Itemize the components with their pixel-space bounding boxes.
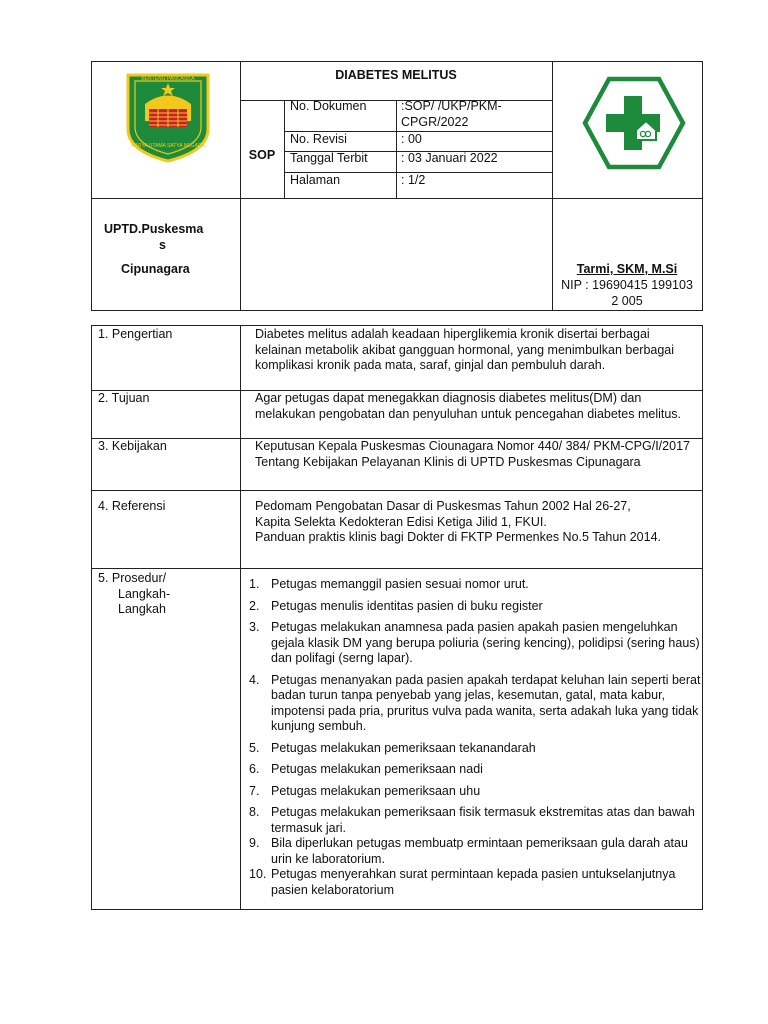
section-tujuan-text: Agar petugas dapat menegakkan diagnosis diabetes melitus(DM) dan melakukan pengobatan dan penyuluhan untuk pencegahan diabetes melitus. — [255, 391, 682, 421]
procedure-step-number: 8. — [249, 805, 260, 819]
district-logo — [123, 71, 213, 163]
procedure-step-number: 1. — [249, 577, 260, 591]
doc-number-label: No. Dokumen — [290, 99, 367, 113]
org-name-line1: UPTD.Puskesma — [104, 222, 204, 236]
section-referensi-text — [255, 499, 695, 546]
procedure-step-number: 7. — [249, 783, 260, 798]
kebijakan-decree: Keputusan Kepala Puskesmas Ciounagara Nomor 440/ 384/ PKM-CPG/I/2017 — [255, 439, 690, 453]
procedure-step — [249, 784, 701, 800]
procedure-step-number: 6. — [249, 762, 260, 776]
document-title: DIABETES MELITUS — [335, 68, 457, 82]
sop-header — [91, 61, 703, 311]
procedure-step-text: Petugas melakukan pemeriksaan tekanandarah — [271, 740, 536, 755]
procedure-step — [249, 867, 701, 898]
section-kebijakan-text — [255, 439, 695, 470]
referensi-item: Panduan praktis klinis bagi Dokter di FKTP Permenkes No.5 Tahun 2014. — [255, 530, 662, 544]
procedure-step — [249, 805, 701, 836]
referensi-item: Pedomam Pengobatan Dasar di Puskesmas Tahun 2002 Hal 26-27, — [255, 499, 631, 513]
procedure-step-text: Bila diperlukan petugas membuatp ermintaan pemeriksaan gula darah atau urin ke laboratorium. — [271, 836, 688, 866]
org-name-line3: Cipunagara — [121, 262, 190, 276]
page-value: : 1/2 — [401, 173, 426, 187]
sop-content-table — [91, 325, 703, 910]
prosedur-label-line1: 5. Prosedur/ — [98, 571, 167, 585]
procedure-step-number: 10. — [249, 867, 267, 881]
procedure-step — [249, 836, 701, 867]
logo-motto: KARYA UTAMA SATYA NEGARA — [131, 143, 205, 149]
puskesmas-logo — [582, 76, 686, 170]
procedure-step-number: 3. — [249, 620, 260, 634]
section-pengertian-label: 1. Pengertian — [98, 327, 173, 341]
prosedur-steps-list — [249, 577, 701, 898]
procedure-step-text: Petugas menyerahkan surat permintaan kepada pasien untukselanjutnya pasien kelaboratorium — [271, 867, 676, 897]
revision-value: : 00 — [401, 132, 422, 146]
procedure-step-number: 4. — [249, 672, 260, 687]
procedure-step-text: Petugas melakukan anamnesa pada pasien apakah pasien mengeluhkan gejala klasik DM yang berupa poliuria (sering kencing), polidipsi (sering haus) dan polifagi (serng lapar). — [271, 620, 700, 665]
page-label: Halaman — [290, 173, 341, 187]
prosedur-steps — [249, 577, 701, 898]
procedure-step — [249, 620, 701, 667]
signer-nip-line2: 2 005 — [611, 294, 643, 308]
procedure-step-number: 2. — [249, 598, 260, 613]
doc-number-value: :SOP/ /UKP/PKM- CPGR/2022 — [401, 99, 502, 129]
procedure-step — [249, 599, 701, 615]
signer-nip-line1: NIP : 19690415 199103 — [561, 278, 693, 292]
sop-label: SOP — [248, 148, 276, 162]
section-tujuan-label: 2. Tujuan — [98, 391, 150, 405]
section-kebijakan-label: 3. Kebijakan — [98, 439, 167, 453]
org-name-line2: s — [159, 238, 166, 252]
section-prosedur-label — [98, 571, 170, 618]
issue-date-label: Tanggal Terbit — [290, 151, 368, 165]
procedure-step — [249, 577, 701, 593]
procedure-step-text: Petugas menanyakan pada pasien apakah terdapat keluhan lain seperti berat badan turun tanpa penyebab yang jelas, kesemutan, gatal, mata kabur, impotensi pada pria, pruritus vulva pada wanita, serta adakah luka yang tidak kunjung sembuh. — [271, 672, 701, 733]
revision-label: No. Revisi — [290, 132, 347, 146]
procedure-step-number: 9. — [249, 836, 260, 850]
kebijakan-subject: Tentang Kebijakan Pelayanan Klinis di UPTD Puskesmas Cipunagara — [255, 454, 641, 469]
referensi-item: Kapita Selekta Kedokteran Edisi Ketiga Jilid 1, FKUI. — [255, 514, 547, 529]
procedure-step-text: Petugas menulis identitas pasien di buku register — [271, 598, 543, 613]
procedure-step-number: 5. — [249, 740, 260, 755]
procedure-step-text: Petugas memanggil pasien sesuai nomor urut. — [271, 577, 529, 591]
logo-caption: BENTENG PANCASILA — [141, 76, 195, 82]
section-pengertian-text: Diabetes melitus adalah keadaan hiperglikemia kronik disertai berbagai kelainan metabolik akibat gangguan hormonal, yang menimbulkan berbagai komplikasi kronik pada mata, saraf, ginjal dan pembuluh darah. — [255, 327, 675, 372]
procedure-step — [249, 762, 701, 778]
signer-name: Tarmi, SKM, M.Si — [576, 262, 678, 276]
procedure-step-text: Petugas melakukan pemeriksaan fisik termasuk ekstremitas atas dan bawah termasuk jari. — [271, 805, 695, 835]
procedure-step-text: Petugas melakukan pemeriksaan nadi — [271, 762, 483, 776]
prosedur-label-line2: Langkah- — [118, 586, 171, 601]
procedure-step-text: Petugas melakukan pemeriksaan uhu — [271, 783, 481, 798]
section-referensi-label: 4. Referensi — [98, 499, 166, 513]
procedure-step — [249, 741, 701, 757]
procedure-step — [249, 673, 701, 735]
issue-date-value: : 03 Januari 2022 — [401, 151, 498, 165]
prosedur-label-line3: Langkah — [118, 602, 166, 616]
